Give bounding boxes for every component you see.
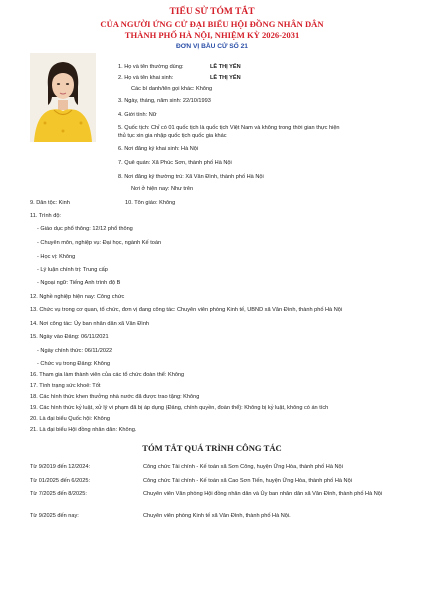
info-line-20: 20. Là đại biểu Quốc hội: Không [30, 416, 110, 422]
timeline-desc-3: Chuyên viên Văn phòng Hội đồng nhân dân và Ủy ban nhân dân xã Vân Đình, thành phố Hà Nội [143, 491, 383, 497]
info-line-17: 17. Tình trạng sức khoẻ: Tốt [30, 383, 101, 389]
info-line-15b: - Chức vụ trong Đảng: Không [37, 361, 111, 367]
timeline-desc-2: Công chức Tài chính - Kế toán xã Cao Sơn Tiến, huyện Ứng Hòa, thành phố Hà Nội [143, 478, 352, 484]
birth-name: LÊ THỊ YẾN [210, 75, 241, 81]
info-line-11e: - Ngoại ngữ: Tiếng Anh trình độ B [37, 280, 121, 286]
document-subtitle-term: THÀNH PHỐ HÀ NỘI, NHIỆM KỲ 2026-2031 [124, 30, 300, 40]
work-history-title: TÓM TẮT QUÁ TRÌNH CÔNG TÁC [142, 443, 282, 453]
timeline-date-2: Từ 01/2025 đến 6/2025: [30, 478, 91, 484]
info-line-19: 19. Các hình thức kỷ luật, xử lý vi phạm đã bị áp dụng (Đảng, chính quyền, đoàn thể): Không bị kỷ luật, không có án tích [30, 405, 329, 411]
info-line-2: 2. Họ và tên khai sinh: LÊ THỊ YẾN [118, 75, 241, 81]
info-line-15a: - Ngày chính thức: 06/11/2022 [37, 348, 113, 354]
electoral-unit: ĐƠN VỊ BẦU CỬ SỐ 21 [176, 43, 248, 50]
info-line-11: 11. Trình độ: [30, 213, 61, 219]
info-line-14: 14. Nơi công tác: Ủy ban nhân dân xã Vân Đình [30, 321, 150, 327]
document-title: TIỂU SỬ TÓM TẮT [169, 7, 255, 17]
document-subtitle: CỦA NGƯỜI ỨNG CỬ ĐẠI BIỂU HỘI ĐỒNG NHÂN DÂN [100, 19, 324, 29]
info-line-7: 7. Quê quán: Xã Phúc Sơn, thành phố Hà Nội [118, 160, 232, 166]
info-line-2b: Các bí danh/tên gọi khác: Không [131, 86, 213, 92]
timeline-date-1: Từ 9/2019 đến 12/2024: [30, 464, 91, 470]
info-line-8: 8. Nơi đăng ký thường trú: Xã Vân Đình, thành phố Hà Nội [118, 174, 264, 180]
info-line-4: 4. Giới tính: Nữ [118, 112, 157, 118]
info-line-11c: - Học vị: Không [37, 254, 76, 260]
info-line-18: 18. Các hình thức khen thưởng nhà nước đã được trao tặng: Không [30, 394, 200, 400]
info-line-12: 12. Nghề nghiệp hiện nay: Công chức [30, 294, 125, 300]
info-line-10: 10. Tôn giáo: Không [125, 200, 176, 206]
info-line-6: 6. Nơi đăng ký khai sinh: Hà Nội [118, 146, 199, 152]
info-line-15: 15. Ngày vào Đảng: 06/11/2021 [30, 334, 109, 340]
info-line-5b: thủ tục xin gia nhập quốc tịch quốc gia khác [118, 133, 227, 139]
timeline-date-3: Từ 7/2025 đến 8/2025: [30, 491, 87, 497]
info-line-3: 3. Ngày, tháng, năm sinh: 22/10/1993 [118, 98, 211, 104]
info-line-1: 1. Họ và tên thường dùng: LÊ THỊ YẾN [118, 64, 241, 70]
info-line-11d: - Lý luận chính trị: Trung cấp [37, 267, 108, 273]
portrait-photo [30, 53, 96, 142]
timeline-date-4: Từ 9/2025 đến nay: [30, 513, 79, 519]
info-line-5a: 5. Quốc tịch: Chỉ có 01 quốc tịch là quốc tịch Việt Nam và không trong thời gian thực hiện [118, 125, 340, 131]
timeline-desc-1: Công chức Tài chính - Kế toán xã Sơn Công, huyện Ứng Hòa, thành phố Hà Nội [143, 464, 343, 470]
info-line-11a: - Giáo dục phổ thông: 12/12 phổ thông [37, 226, 133, 232]
info-line-8b: Nơi ở hiện nay: Như trên [131, 186, 194, 192]
info-line-21: 21. Là đại biểu Hội đồng nhân dân: Không. [30, 427, 137, 433]
common-name: LÊ THỊ YẾN [210, 64, 241, 70]
info-line-9: 9. Dân tộc: Kinh [30, 200, 70, 206]
info-line-11b: - Chuyên môn, nghiệp vụ: Đại học, ngành Kế toán [37, 240, 162, 246]
info-line-13: 13. Chức vụ trong cơ quan, tổ chức, đơn vị đang công tác: Chuyên viên phòng Kinh tế, UBND xã Vân Đình, thành phố Hà Nội [30, 307, 343, 313]
info-line-16: 16. Tham gia làm thành viên của các tổ chức đoàn thể: Không [30, 372, 185, 378]
timeline-desc-4: Chuyên viên phòng Kinh tế xã Vân Đình, thành phố Hà Nội. [143, 513, 291, 519]
